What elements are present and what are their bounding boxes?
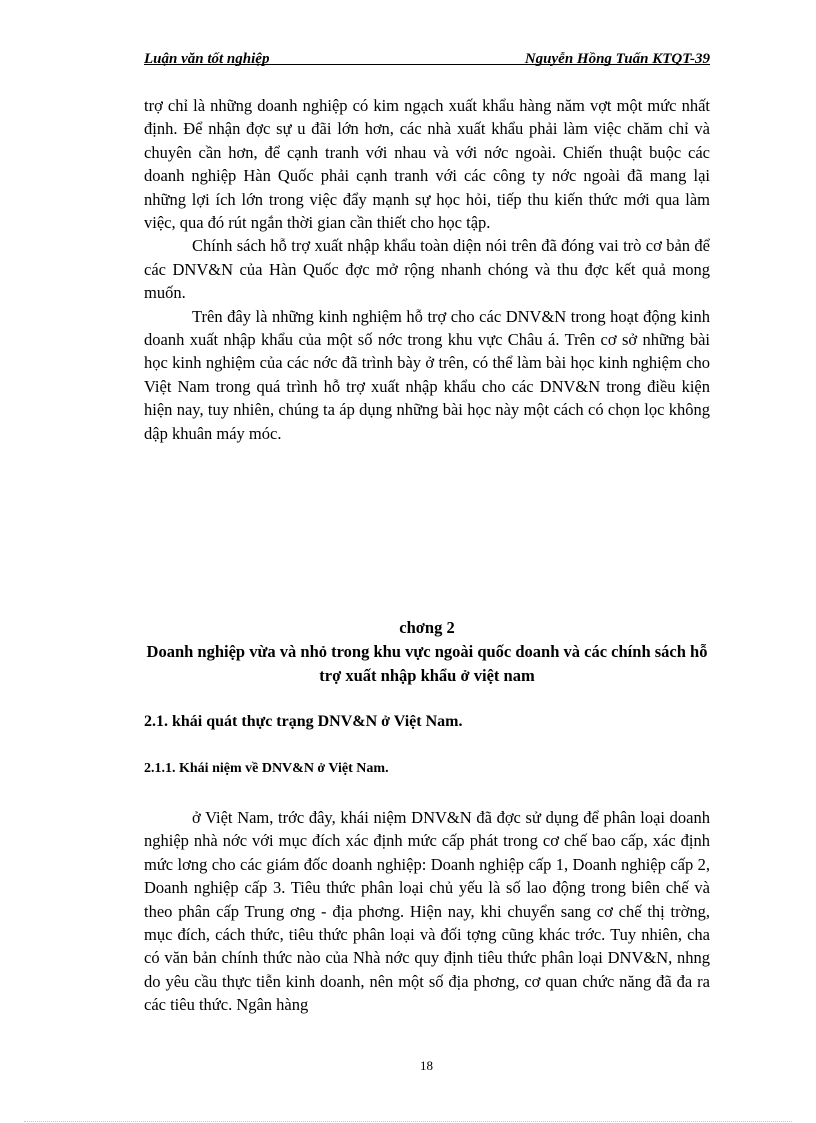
header-rule bbox=[144, 64, 710, 65]
page-number: 18 bbox=[420, 1058, 433, 1073]
chapter-number: chơng 2 bbox=[399, 618, 455, 637]
chapter-title: Doanh nghiệp vừa và nhỏ trong khu vực ngoài quốc doanh và các chính sách hỗ trợ xuất nhập khẩu ở việt nam bbox=[146, 642, 708, 685]
paragraph: trợ chỉ là những doanh nghiệp có kim ngạch xuất khẩu hàng năm vợt một mức nhất định. Để nhận đợc sự u đãi lớn hơn, các nhà xuất khẩu phải làm việc chăm chỉ và chuyên cần hơn, để cạnh tranh với nhau và với nớc ngoài. Chiến thuật buộc các doanh nghiệp Hàn Quốc phải cạnh tranh với các công ty nớc ngoài đã mang lại những lợi ích lớn trong việc đẩy mạnh sự học hỏi, tiếp thu kiến thức mới qua làm việc, qua đó rút ngắn thời gian cần thiết cho học tập. bbox=[144, 96, 710, 233]
subsection-heading: 2.1.1. Khái niệm về DNV&N ở Việt Nam. bbox=[144, 761, 389, 776]
paragraph: ở Việt Nam, trớc đây, khái niệm DNV&N đã đợc sử dụng để phân loại doanh nghiệp nhà nớc với mục đích xác định mức cấp phát trong cơ chế bao cấp, xác định mức lơng cho các giám đốc doanh nghiệp: Doanh nghiệp cấp 1, Doanh nghiệp cấp 2, Doanh nghiệp cấp 3. Tiêu thức phân loại chủ yếu là số lao động trong biên chế và theo phân cấp Trung ơng - địa phơng. Hiện nay, khi chuyển sang cơ chế thị trờng, mục đích, cách thức, tiêu thức phân loại và đối tợng cũng khác trớc. Tuy nhiên, cha có văn bản chính thức nào của Nhà nớc quy định tiêu thức phân loại DNV&N, nhng do yêu cầu thực tiễn kinh doanh, nên một số địa phơng, cơ quan chức năng đã đa ra các tiêu thức. Ngân hàng bbox=[144, 808, 710, 1015]
body-text-bottom bbox=[144, 806, 710, 1017]
body-text-top bbox=[144, 94, 710, 445]
paragraph: Trên đây là những kinh nghiệm hỗ trợ cho các DNV&N trong hoạt động kinh doanh xuất nhập khẩu của một số nớc trong khu vực Châu á. Trên cơ sở những bài học kinh nghiệm của các nớc đã trình bày ở trên, có thể làm bài học kinh nghiệm cho Việt Nam trong quá trình hỗ trợ xuất nhập khẩu cho các DNV&N trong điều kiện hiện nay, tuy nhiên, chúng ta áp dụng những bài học này một cách có chọn lọc không dập khuân máy móc. bbox=[144, 306, 710, 443]
paragraph: Chính sách hỗ trợ xuất nhập khẩu toàn diện nói trên đã đóng vai trò cơ bản để các DNV&N của Hàn Quốc đợc mở rộng nhanh chóng và thu đợc kết quả mong muốn. bbox=[144, 236, 710, 303]
page-header bbox=[144, 50, 710, 68]
page-bottom-border bbox=[24, 1121, 792, 1122]
header-author: Nguyễn Hồng Tuấn KTQT-39 bbox=[524, 51, 710, 67]
section-heading: 2.1. khái quát thực trạng DNV&N ở Việt Nam. bbox=[144, 713, 463, 730]
header-thesis-title: Luận văn tốt nghiệp bbox=[144, 51, 270, 67]
